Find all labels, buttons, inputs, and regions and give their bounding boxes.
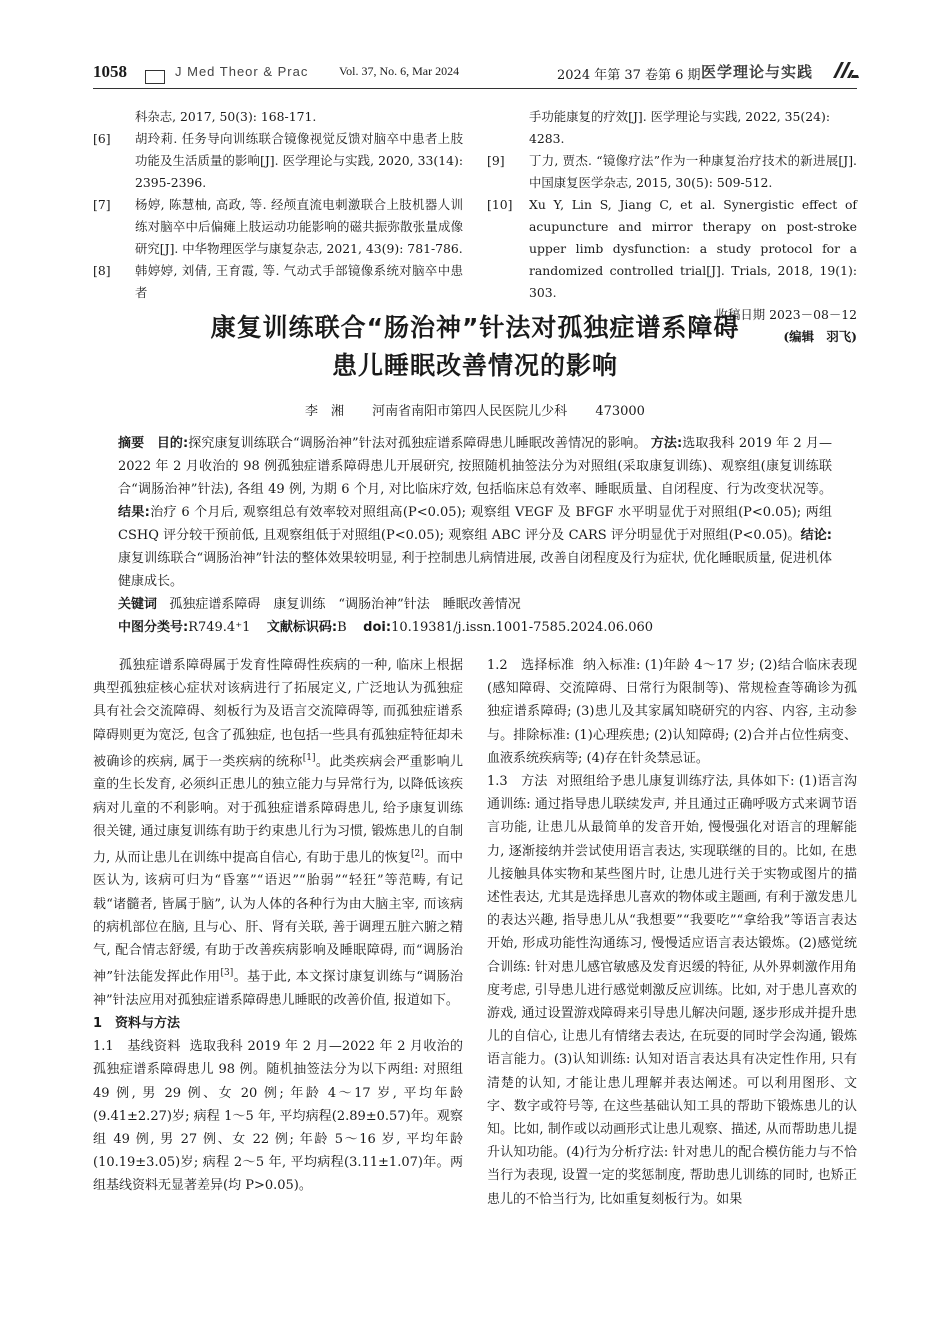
article-title-line: 康复训练联合“肠治神”针法对孤独症谱系障碍 — [210, 313, 740, 342]
reference-continuation: 手功能康复的疗效[J]. 医学理论与实践, 2022, 35(24): 4283. — [529, 109, 831, 146]
page-number: 1058 — [93, 62, 127, 81]
method-text: 选取我科 2019 年 2 月—2022 年 2 月收治的 98 例孤独症谱系障碍患儿开展研究, 按照随机抽签法分为对照组(采取康复训练)、观察组(康复训练联合“调肠治神”针法), 各组 49 例, 为期 6 个月, 对比临床疗效, 包括临床总有效率、睡眠质量、自闭程度、行为改变状况等。 — [118, 436, 832, 497]
reference-number: [8] — [93, 263, 111, 278]
intro-paragraph — [93, 654, 463, 1012]
reference-item — [487, 194, 857, 304]
result-text: 治疗 6 个月后, 观察组总有效率较对照组高(P<0.05); 观察组 VEGF 及 BFGF 水平明显优于对照组(P<0.05); 两组 CSHQ 评分较干预前低, 且观察组低于对照组(P<0.05); 观察组 ABC 评分及 CARS 评分明显优于对照组(P<0.05)。 — [118, 505, 832, 543]
reference-text: 韩婷婷, 刘倩, 王育霞, 等. 气动式手部镜像系统对脑卒中患者 — [135, 263, 463, 300]
journal-name-en: J Med Theor & Prac — [175, 64, 309, 79]
received-date: 收稿日期 2023－08－12 — [715, 307, 857, 322]
body-left-column — [93, 654, 463, 1198]
journal-logo-icon — [831, 60, 861, 80]
subsection-text: 对照组给予患儿康复训练疗法, 具体如下: (1)语言沟通训练: 通过指导患儿联续发声, 并且通过正确呼吸方式来调节语言功能, 让患儿从最简单的发音开始, 慢慢强化对语言的理解能力, 逐渐接纳并尝试使用语言表达, 实现联继的目的。比如, 在患儿接触具体实物和某些图片时, 让患儿进行关于实物或图片的描述性表达, 尤其是选择患儿喜欢的物体或主题画, 有利于激发患儿的表达兴趣, 指导患儿从“我想要”“我要吃”“拿给我”等语言表达开始, 形成功能性沟通练习, 慢慢适应语言表达锻炼。(2)感觉统合训练: 针对患儿感官敏感及发育迟缓的特征, 从外界刺激作用角度考虑, 引导患儿进行感觉刺激反应训练。比如, 对于患儿喜欢的游戏, 通过设置游戏障碍来引导患儿解决问题, 逐步形成并提升患儿的自信心, 让患儿有情绪去表达, 在玩耍的同时学会沟通, 锻炼语言能力。(3)认知训练: 认知对语言表达具有决定性作用, 只有清楚的认知, 才能让患儿理解并表达阐述。可以利用图形、文字、数字或符号等, 在这些基础认知工具的帮助下锻炼患儿的认知。比如, 制作或以动画形式让患儿观察、描述, 从而帮助患儿提升认知功能。(4)行为分析疗法: 针对患儿的配合模仿能力与不恰当行为表现, 设置一定的奖惩制度, 帮助患儿训练的同时, 也矫正患儿的不恰当行为, 比如重复刻板行为。如果 — [487, 774, 857, 1207]
objective-label: 目的: — [156, 436, 189, 451]
citation: [1] — [302, 752, 316, 763]
method-label: 方法: — [650, 436, 683, 451]
author-line — [80, 400, 870, 419]
author-affiliation: 河南省南阳市第四人民医院儿少科 — [372, 404, 568, 419]
document-code: B — [337, 620, 347, 635]
reference-text: Xu Y, Lin S, Jiang C, et al. Synergistic effect of acupuncture and mirror therapy on post-stroke upper limb dysfunction: a study protocol for a randomized controlled trial[J]. Trials, 2018, 19(1): 303. — [529, 197, 857, 300]
subsection-paragraph — [93, 1035, 463, 1197]
citation: [2] — [410, 848, 424, 859]
classification-label: 中图分类号: — [118, 620, 189, 635]
classification-code: R749.4⁺1 — [188, 620, 251, 635]
reference-text: 杨婷, 陈慧柚, 高政, 等. 经颅直流电刺激联合上肢机器人训练对脑卒中后偏瘫上肢运动功能影响的磁共振弥散张量成像研究[J]. 中华物理医学与康复杂志, 2021, 43(9): 781-786. — [135, 197, 463, 256]
reference-item — [93, 128, 463, 194]
document-code-label: 文献标识码: — [266, 620, 338, 635]
reference-number: [9] — [487, 153, 505, 168]
subsection-label: 1.3 方法 — [487, 774, 548, 790]
body-right-column — [487, 654, 857, 1211]
conclusion-label: 结论: — [800, 528, 832, 543]
intro-text: 。此类疾病会严重影响儿童的生长发育, 必须纠正患儿的独立能力与异常行为, 以降低该疾病对儿童的不利影响。对于孤独症谱系障碍患儿, 给予康复训练很关键, 通过康复训练有助于约束患儿行为习惯, 锻炼患儿的自制力, 从而让患儿在训练中提高自信心, 有助于患儿的恢复 — [93, 754, 463, 866]
subsection-label: 1.1 基线资料 — [93, 1039, 181, 1055]
subsection-text: 选取我科 2019 年 2 月—2022 年 2 月收治的孤独症谱系障碍患儿 98 例。随机抽签法分为以下两组: 对照组 49 例, 男 29 例、女 20 例; 年龄 4～17 岁, 平均年龄(9.41±2.27)岁; 病程 1～5 年, 平均病程(2.89±0.57)年。观察组 49 例, 男 27 例、女 22 例; 年龄 5～16 岁, 平均年龄(10.19±3.05)岁; 病程 2～5 年, 平均病程(3.11±1.07)年。两组基线资料无显著差异(均 P>0.05)。 — [93, 1039, 463, 1194]
editor-note: (编辑 羽飞) — [783, 329, 857, 344]
intro-text: 。而中医认为, 该病可归为“昏塞”“语迟”“胎弱”“轻狂”等范畴, 有记载“诸髓者, 皆属于脑”, 认为人体的各种行为由大脑主宰, 而该病的病机部位在脑, 且与心、肝、肾有关联, 善于调理五脏六腑之精气, 配合情志舒缓, 有助于改善疾病影响及睡眠障碍, 而“调肠治神”针法能发挥此作用 — [93, 850, 463, 985]
header-rule — [93, 88, 857, 89]
header-box-icon — [145, 70, 165, 84]
article-title-line: 患儿睡眠改善情况的影响 — [331, 351, 618, 380]
journal-name-cn: 医学理论与实践 — [701, 63, 814, 81]
author-name: 李 湘 — [305, 404, 345, 419]
reference-number: [7] — [93, 197, 111, 212]
reference-number: [10] — [487, 197, 513, 212]
reference-number: [6] — [93, 131, 111, 146]
objective-text: 探究康复训练联合“调肠治神”针法对孤独症谱系障碍患儿睡眠改善情况的影响。 — [188, 436, 647, 451]
reference-item — [93, 260, 463, 304]
subsection-text: 纳入标准: (1)年龄 4～17 岁; (2)结合临床表现(感知障碍、交流障碍、日常行为限制等)、常规检查等确诊为孤独症谱系障碍; (3)患儿及其家属知晓研究的内容、内容, 主动参与。排除标准: (1)心理疾患; (2)认知障碍; (2)合并占位性病变、血液系统疾病等; (4)存在针灸禁忌证。 — [487, 658, 857, 766]
reference-item — [93, 194, 463, 260]
subsection-paragraph — [487, 654, 857, 770]
article-title — [80, 309, 870, 385]
doi-value: 10.19381/j.issn.1001-7585.2024.06.060 — [391, 620, 654, 635]
intro-text: 。基于此, 本文探讨康复训练与“调肠治神”针法应用对孤独症谱系障碍患儿睡眠的改善价值, 报道如下。 — [93, 969, 463, 1008]
abstract — [118, 432, 832, 639]
reference-continuation: 科杂志, 2017, 50(3): 168-171. — [135, 109, 317, 124]
section-heading: 1 资料与方法 — [93, 1016, 181, 1032]
citation: [3] — [220, 968, 234, 979]
intro-text: 孤独症谱系障碍属于发育性障碍性疾病的一种, 临床上根据典型孤独症核心症状对该病进行了拓展定义, 广泛地认为孤独症具有社会交流障碍、刻板行为及语言交流障碍等, 而孤独症谱系障碍则更为宽泛, 包含了孤独症, 也包括一些具有孤独症特征却未被确诊的疾病, 属于一类疾病的统称 — [93, 658, 463, 770]
volume-cn: 2024 年第 37 卷第 6 期 — [557, 68, 701, 83]
running-header — [93, 62, 857, 88]
conclusion-text: 康复训练联合“调肠治神”针法的整体效果较明显, 利于控制患儿病情进展, 改善自闭程度及行为症状, 优化睡眠质量, 促进机体健康成长。 — [118, 551, 832, 589]
result-label: 结果: — [118, 505, 150, 520]
reference-text: 胡玲莉. 任务导向训练联合镜像视觉反馈对脑卒中患者上肢功能及生活质量的影响[J]. 医学理论与实践, 2020, 33(14): 2395-2396. — [135, 131, 463, 190]
subsection-label: 1.2 选择标准 — [487, 658, 575, 673]
references-left — [93, 106, 463, 304]
abstract-body — [118, 432, 832, 593]
reference-item — [487, 150, 857, 194]
keywords-label: 关键词 — [118, 597, 158, 612]
author-postcode: 473000 — [595, 404, 645, 419]
reference-text: 丁力, 贾杰. “镜像疗法”作为一种康复治疗技术的新进展[J]. 中国康复医学杂志, 2015, 30(5): 509-512. — [529, 153, 857, 190]
doi-label: doi: — [363, 620, 392, 635]
keywords-text: 孤独症谱系障碍 康复训练 “调肠治神”针法 睡眠改善情况 — [169, 597, 521, 612]
classification-line — [118, 616, 832, 639]
subsection-paragraph — [487, 770, 857, 1211]
volume-en: Vol. 37, No. 6, Mar 2024 — [339, 64, 460, 78]
abstract-label: 摘要 — [118, 436, 145, 451]
keywords-line — [118, 593, 832, 616]
